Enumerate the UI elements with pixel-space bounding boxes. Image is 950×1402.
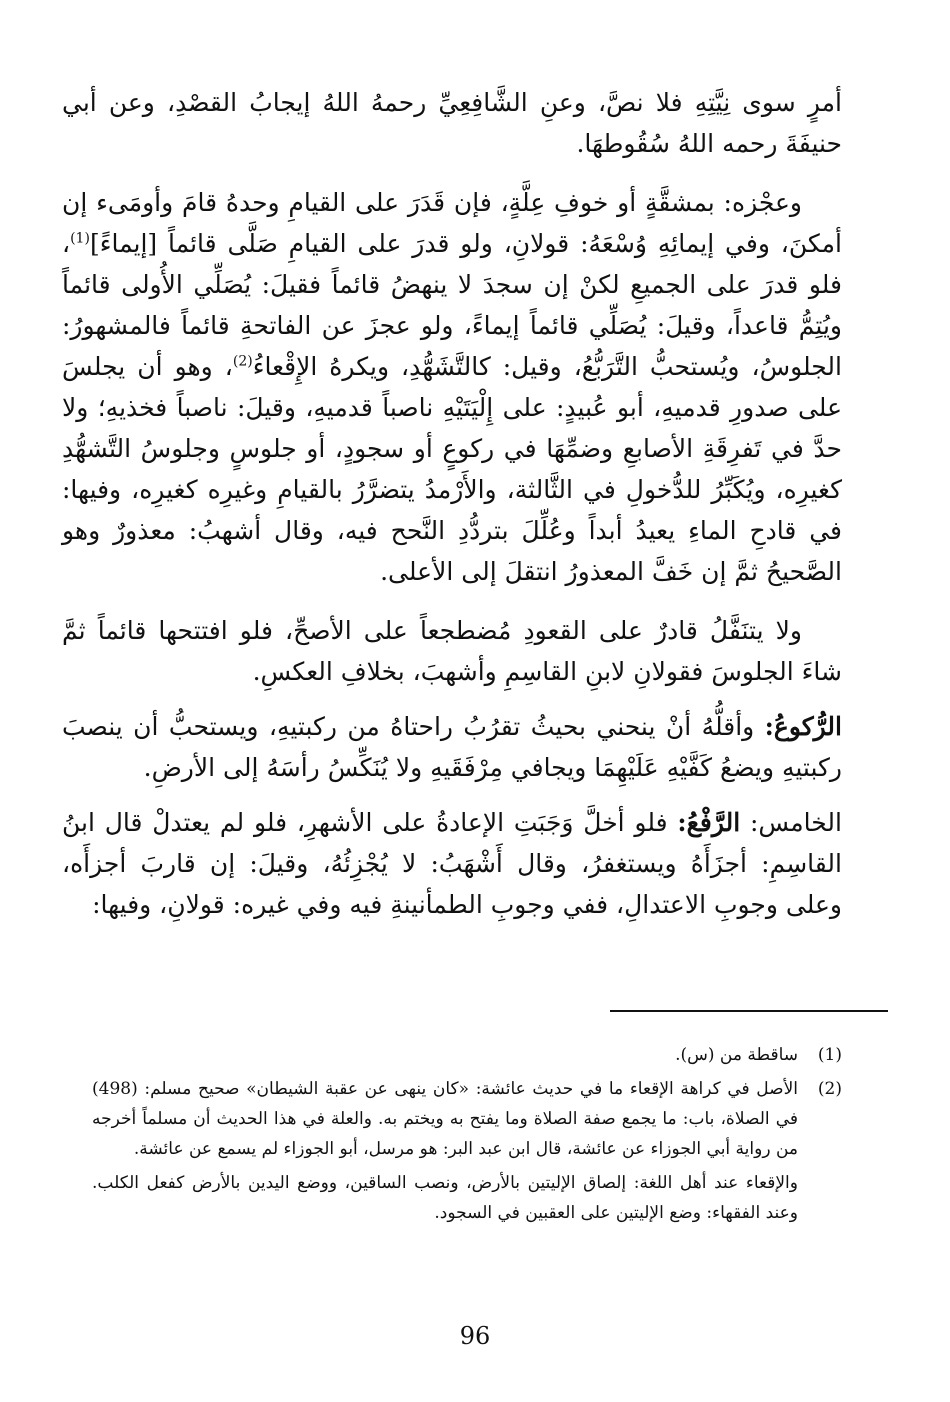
paragraph-raf-text: فلو أخلَّ وَجَبَتِ الإعادةُ على الأشهرِ، فلو لم يعتدلْ قال ابنُ القاسِمِ: أجزَأَهُ ويستغفرُ، وقال أَشْهَبُ: لا يُجْزِئُهُ، وقيلَ: إن قاربَ أجزأَه، وعلى وجوبِ الاعتدالِ، ففي وجوبِ الطمأنينةِ فيه وفي غيره: قولانِ، وفيها: [62, 808, 842, 919]
paragraph-ruku [62, 706, 842, 788]
page-number: 96 [459, 1322, 491, 1350]
footnote-separator [610, 1010, 888, 1012]
paragraph-2-part-b: ، فلو قدرَ على الجميعِ لكنْ إن سجدَ لا ينهضُ قائماً فقيلَ: يُصَلِّي الأُولى قائماً ويُتِمُّ قاعداً، وقيلَ: يُصَلِّي قائماً إيماءً، ولو عجزَ عن الفاتحةِ قائماً فالمشهورُ: الجلوسُ، ويُستحبُّ التَّرَبُّعُ، وقيل: كالتَّشَهُّدِ، ويكرهُ الإِقْعاءُ [62, 229, 842, 381]
footnote-2 [92, 1074, 842, 1164]
footnote-1 [92, 1040, 842, 1070]
footnote-1-number: (1) [817, 1045, 842, 1065]
footnote-ref-1[interactable]: (1) [70, 230, 90, 247]
paragraph-1: أمرٍ سوى نِيَّتِهِ فلا نصَّ، وعنِ الشَّافِعِيِّ رحمهُ اللهُ إيجابُ القصْدِ، وعن أبي حنيفَةَ رحمه اللهُ سُقُوطهَا. [62, 88, 842, 158]
footnote-2-text: الأصل في كراهة الإقعاء ما في حديث عائشة: «كان ينهى عن عقبة الشيطان» صحيح مسلم: (498) في الصلاة، باب: ما يجمع صفة الصلاة وما يفتح به ويختم به. والعلة في هذا الحديث أن مسلماً أخرجه من رواية أبي الجوزاء عن عائشة، قال ابن عبد البر: هو مرسل، أبو الجوزاء لم يسمع عن عائشة. [92, 1079, 798, 1159]
paragraph-raf-prefix: الخامس: [740, 808, 842, 837]
paragraph-3: ولا يتنَفَّلُ قادرٌ على القعودِ مُضطجعاً على الأصحِّ، فلو افتتحها قائماً ثمَّ شاءَ الجلوسَ فقولانِ لابنِ القاسِمِ وأشهبَ، بخلافِ العكسِ. [62, 616, 842, 686]
paragraph-ruku-text: وأقلُّهُ أنْ ينحني بحيثُ تقرُبُ راحتاهُ من ركبتيهِ، ويستحبُّ أن ينصبَ ركبتيهِ ويضعُ كَفَّيْهِ عَلَيْهِمَا ويجافي مِرْفَقَيهِ ولا يُنَكِّسُ رأسَهُ إلى الأرضِ. [62, 712, 842, 782]
footnote-2-continuation: والإقعاء عند أهل اللغة: إلصاق الإليتين بالأرض، ونصب الساقين، ووضع اليدين بالأرض كفعل الكلب. وعند الفقهاء: وضع الإليتين على العقبين في السجود. [92, 1173, 798, 1223]
paragraph-2 [62, 182, 842, 592]
heading-raf: الرَّفْعُ: [677, 808, 741, 837]
footnote-1-text: ساقطة من (س). [675, 1045, 798, 1065]
main-text [62, 82, 842, 943]
footnotes [92, 1040, 842, 1228]
paragraph-2-part-c: ، وهو أن يجلسَ على صدورِ قدميهِ، أبو عُبيدٍ: على إِلْيَتَيْهِ ناصباً قدميهِ، وقيلَ: ناصباً فخذيهِ؛ ولا حدَّ في تَفرِقَةِ الأصابعِ وضمِّهَا في ركوعٍ أو سجودٍ، أو جلوسٍ وجلوسُ التَّشهُّدِ كغيرِه، ويُكَبِّرُ للدُّخولِ في الثَّالثة، والأَرْمدُ يتضرَّرُ بالقيامِ وغيرِه كغيرِه، وفيها: في قادحِ الماءِ يعيدُ أبداً وعُلِّلَ بتردُّدِ النَّحح فيه، وقال أشهبُ: معذورٌ وهو الصَّحيحُ ثمَّ إن خَفَّ المعذورُ انتقلَ إلى الأعلى. [62, 352, 842, 586]
heading-ruku: الرُّكوعُ: [764, 712, 842, 741]
paragraph-2-part-a: وعجْزه: بمشقَّةٍ أو خوفِ عِلَّةٍ، فإن قَدَرَ على القيامِ وحدهُ قامَ وأومَىء إن أمكنَ، وفي إيمائِهِ وُسْعَهُ: قولانِ، ولو قدرَ على القيامِ صَلَّى قائماً [إيماءً] [62, 188, 842, 258]
paragraph-raf [62, 802, 842, 925]
footnote-ref-2[interactable]: (2) [232, 353, 253, 370]
footnote-2-number: (2) [817, 1079, 842, 1099]
